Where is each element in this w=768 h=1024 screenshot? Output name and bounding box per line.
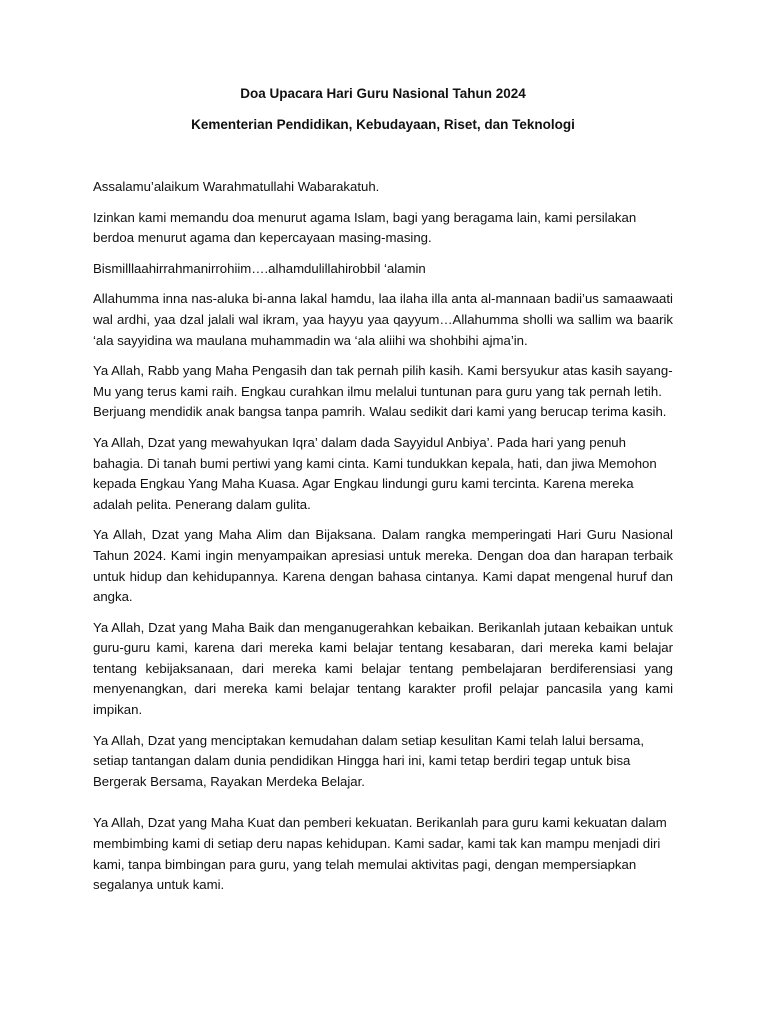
greeting-paragraph: Assalamu’alaikum Warahmatullahi Wabarakatuh. bbox=[93, 179, 380, 194]
prayer-paragraph: Ya Allah, Dzat yang mewahyukan Iqra’ dalam dada Sayyidul Anbiya’. Pada hari yang penuh bahagia. Di tanah bumi pertiwi yang kami cinta. Kami tundukkan kepala, hati, dan jiwa Memohon kepada Engkau Yang Maha Kuasa. Agar Engkau lindungi guru kami tercinta. Karena mereka adalah pelita. Penerang dalam gulita. bbox=[93, 434, 657, 512]
intro-paragraph: Izinkan kami memandu doa menurut agama Islam, bagi yang beragama lain, kami persilakan berdoa menurut agama dan kepercayaan masing-masing. bbox=[93, 209, 637, 246]
prayer-paragraph: Ya Allah, Dzat yang Maha Kuat dan pemberi kekuatan. Berikanlah para guru kami kekuatan dalam membimbing kami di setiap deru napas kehidupan. Kami sadar, kami tak kan mampu menjadi diri kami, tanpa bimbingan para guru, yang telah memulai aktivitas pagi, dengan mempersiapkan segalanya untuk kami. bbox=[93, 815, 667, 893]
prayer-paragraph: Ya Allah, Dzat yang Maha Baik dan menganugerahkan kebaikan. Berikanlah jutaan kebaikan untuk guru-guru kami, karena dari mereka kami belajar tentang kesabaran, dari mereka kami belajar tentang kebijaksanaan, dari mereka kami belajar tentang pembelajaran berdiferensiasi yang menyenangkan, dari mereka kami belajar tentang karakter profil pelajar pancasila yang kami impikan. bbox=[93, 619, 673, 718]
document-title: Doa Upacara Hari Guru Nasional Tahun 2024 bbox=[240, 86, 526, 101]
prayer-paragraph: Ya Allah, Rabb yang Maha Pengasih dan tak pernah pilih kasih. Kami bersyukur atas kasih sayang-Mu yang terus kami raih. Engkau curahkan ilmu melalui tuntunan para guru yang tak pernah letih. Berjuang mendidik anak bangsa tanpa pamrih. Walau sedikit dari kami yang berucap terima kasih. bbox=[93, 363, 673, 420]
document-subtitle: Kementerian Pendidikan, Kebudayaan, Riset, dan Teknologi bbox=[191, 117, 575, 132]
document-header bbox=[93, 84, 673, 135]
document-body bbox=[93, 177, 673, 906]
prayer-paragraph: Ya Allah, Dzat yang menciptakan kemudahan dalam setiap kesulitan Kami telah lalui bersama, setiap tantangan dalam dunia pendidikan Hingga hari ini, kami tetap berdiri tegap untuk bisa Bergerak Bersama, Rayakan Merdeka Belajar. bbox=[93, 732, 645, 789]
prayer-paragraph: Ya Allah, Dzat yang Maha Alim dan Bijaksana. Dalam rangka memperingati Hari Guru Nasional Tahun 2024. Kami ingin menyampaikan apresiasi untuk mereka. Dengan doa dan harapan terbaik untuk hidup dan kehidupannya. Karena dengan bahasa cintanya. Kami dapat mengenal huruf dan angka. bbox=[93, 527, 673, 605]
opening-prayer-paragraph: Allahumma inna nas-aluka bi-anna lakal hamdu, laa ilaha illa anta al-mannaan badii’us samaawaati wal ardhi, yaa dzal jalali wal ikram, yaa hayyu yaa qayyum…Allahumma sholli wa sallim wa baarik ‘ala sayyidina wa maulana muhammadin wa ‘ala aliihi wa shohbihi ajma’in. bbox=[93, 291, 673, 348]
basmalah-paragraph: Bismilllaahirrahmanirrohiim….alhamdulillahirobbil ‘alamin bbox=[93, 260, 426, 276]
